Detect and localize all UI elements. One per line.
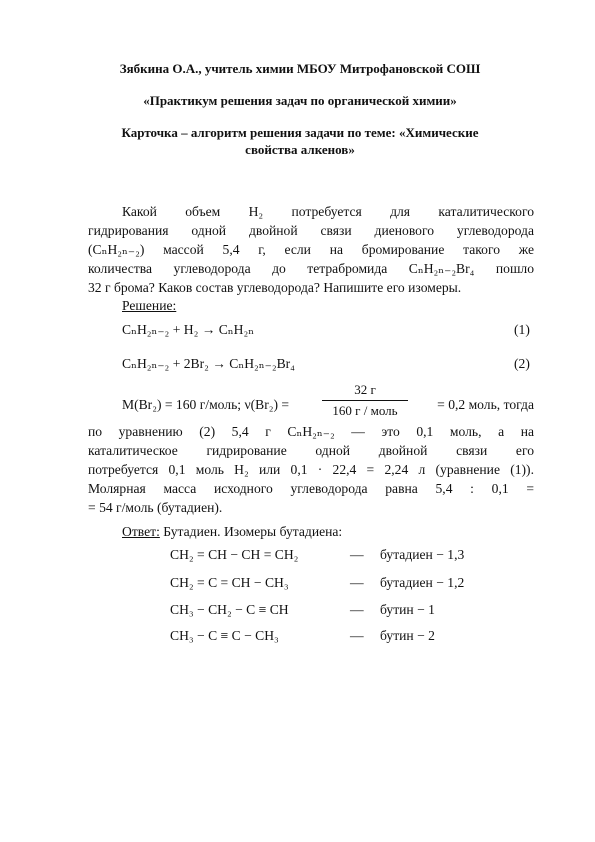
isomer-formula: CH₂ = C = CH − CH₃ (170, 575, 289, 590)
isomer-dash: — (350, 547, 364, 562)
answer-line (122, 522, 342, 541)
equation-1-number: (1) (514, 322, 530, 337)
problem-line: 32 г брома? Каков состав углеводорода? Напишите его изомеры. (88, 280, 462, 295)
solution-line: потребуется 0,1 моль H₂ или 0,1 · 22,4 = 2,24 л (уравнение (1)). (88, 462, 534, 477)
isomer-dash: — (350, 575, 364, 590)
isomer-dash: — (350, 602, 364, 617)
isomer-formula: CH₃ − CH₂ − C ≡ CH (170, 602, 289, 617)
isomer-name: бутадиен − 1,3 (380, 547, 465, 562)
course-title: «Практикум решения задач по органической химии» (143, 93, 457, 108)
solution-label: Решение: (122, 298, 177, 313)
isomer-dash: — (350, 628, 364, 643)
fraction-bar (322, 400, 408, 401)
answer-label: Ответ: (122, 524, 160, 539)
isomer-name: бутин − 1 (380, 602, 435, 617)
bromine-fraction (322, 382, 408, 419)
equation-2: CₙH₂ₙ₋₂ + 2Br₂ → CₙH₂ₙ₋₂Br₄ (122, 356, 295, 371)
molar-mass-calc: M(Br₂) = 160 г/моль; ν(Br₂) = (122, 397, 290, 412)
card-title: Карточка – алгоритм решения задачи по теме: «Химические свойства алкенов» (121, 125, 479, 157)
solution-line: = 54 г/моль (бутадиен). (88, 500, 223, 515)
problem-line: (CₙH₂ₙ₋₂) массой 5,4 г, если на бромирование такого же (88, 242, 534, 257)
isomer-name: бутин − 2 (380, 628, 435, 643)
problem-line: Какой объем H₂ потребуется для каталитического (122, 204, 534, 219)
moles-result: = 0,2 моль, тогда (437, 397, 534, 412)
answer-text: Бутадиен. Изомеры бутадиена: (159, 524, 343, 539)
fraction-denominator: 160 г / моль (332, 403, 398, 418)
solution-line: каталитическое гидрирование одной двойной связи его (88, 443, 534, 458)
isomer-formula: CH₃ − C ≡ C − CH₃ (170, 628, 279, 643)
author-line: Зябкина О.А., учитель химии МБОУ Митрофановской СОШ (119, 61, 481, 76)
fraction-numerator: 32 г (354, 382, 376, 397)
solution-line: Молярная масса исходного углеводорода равна 5,4 : 0,1 = (88, 481, 534, 496)
problem-line: гидрирования одной двойной связи диенового углеводорода (88, 223, 534, 238)
equation-1: CₙH₂ₙ₋₂ + H₂ → CₙH₂ₙ (122, 322, 255, 337)
isomer-formula: CH₂ = CH − CH = CH₂ (170, 547, 299, 562)
problem-line: количества углеводорода до тетрабромида CₙH₂ₙ₋₂Br₄ пошло (88, 261, 534, 276)
equation-2-number: (2) (514, 356, 530, 371)
solution-line: по уравнению (2) 5,4 г CₙH₂ₙ₋₂ — это 0,1 моль, а на (88, 424, 534, 439)
isomer-name: бутадиен − 1,2 (380, 575, 465, 590)
